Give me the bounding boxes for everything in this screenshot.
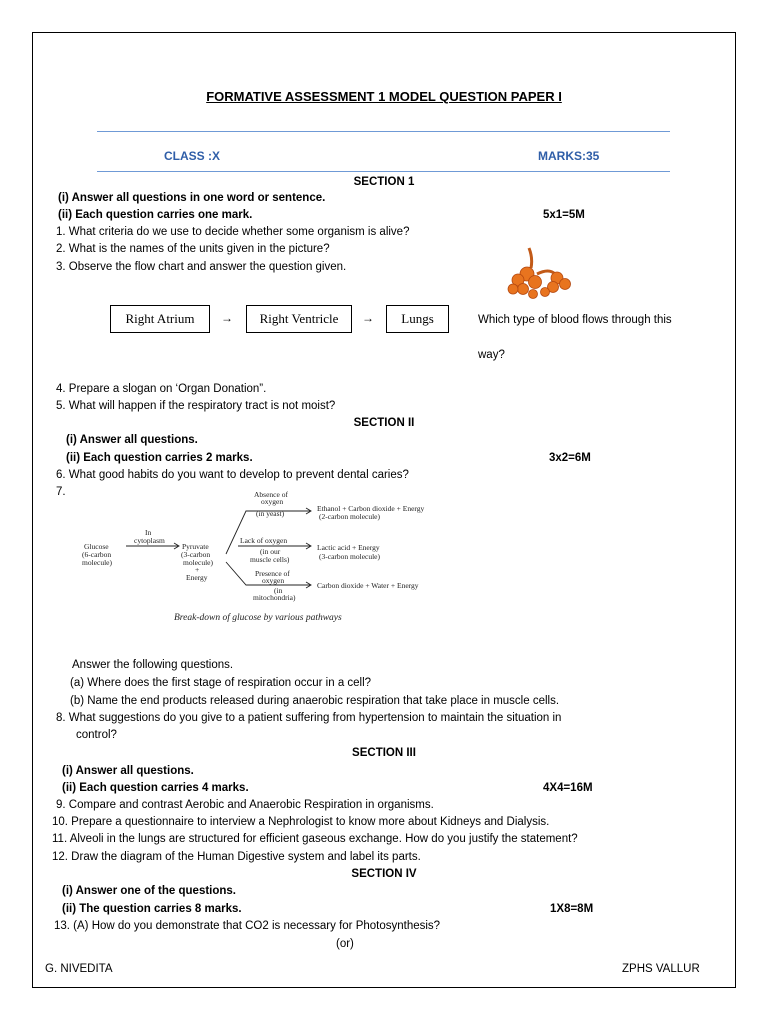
flow-arrow-2: → bbox=[362, 311, 374, 325]
diagram-cond2-1: Lack of oxygen bbox=[240, 536, 288, 545]
section2-heading: SECTION II bbox=[353, 417, 415, 429]
flow-arrow-1: → bbox=[221, 311, 233, 325]
question-13a: 13. (A) How do you demonstrate that CO2 is necessary for Photosynthesis? bbox=[54, 920, 441, 932]
question-3-side-text-1: Which type of blood flows through this bbox=[478, 314, 672, 326]
question-2: 2. What is the names of the units given in the picture? bbox=[56, 243, 330, 255]
diagram-glucose-3: molecule) bbox=[82, 558, 112, 567]
diagram-pyruvate-1: Pyruvate bbox=[182, 542, 209, 551]
class-label: CLASS :X bbox=[164, 149, 221, 163]
footer-school: ZPHS VALLUR bbox=[622, 963, 700, 975]
paper-title: FORMATIVE ASSESSMENT 1 MODEL QUESTION PAPER I bbox=[206, 89, 562, 104]
question-1: 1. What criteria do we use to decide whether some organism is alive? bbox=[56, 226, 410, 238]
diagram-cond3-1: Presence of bbox=[255, 569, 290, 578]
diagram-out3-1: Carbon dioxide + Water + Energy bbox=[317, 581, 419, 590]
diagram-cond3-3: (in bbox=[274, 586, 283, 595]
diagram-caption: Break-down of glucose by various pathways bbox=[174, 613, 342, 623]
question-8-line-1: 8. What suggestions do you give to a patient suffering from hypertension to maintain the situation in bbox=[56, 712, 562, 724]
diagram-pyruvate-4: + bbox=[195, 565, 200, 574]
diagram-cond3-4: mitochondria) bbox=[253, 593, 296, 602]
question-7b: (b) Name the end products released during anaerobic respiration that take place in muscle cells. bbox=[70, 695, 560, 707]
flow-box-right-ventricle: Right Ventricle bbox=[246, 305, 352, 333]
section1-instruction-2: (ii) Each question carries one mark. bbox=[58, 209, 253, 221]
section3-instruction-2: (ii) Each question carries 4 marks. bbox=[62, 782, 249, 794]
diagram-cond1-1: Absence of bbox=[254, 490, 288, 499]
footer-author: G. NIVEDITA bbox=[45, 963, 113, 975]
diagram-cond3-2: oxygen bbox=[262, 576, 285, 585]
question-11: 11. Alveoli in the lungs are structured for efficient gaseous exchange. How do you justify the statement? bbox=[52, 833, 578, 845]
section4-heading: SECTION IV bbox=[351, 868, 417, 880]
question-3: 3. Observe the flow chart and answer the question given. bbox=[56, 261, 347, 273]
section3-instruction-1: (i) Answer all questions. bbox=[62, 765, 194, 777]
diagram-pyruvate-2: (3-carbon bbox=[181, 550, 211, 559]
section2-marks: 3x2=6M bbox=[549, 452, 591, 464]
question-7a: (a) Where does the first stage of respiration occur in a cell? bbox=[70, 677, 372, 689]
diagram-cond2-3: muscle cells) bbox=[250, 555, 290, 564]
question-7-number: 7. bbox=[56, 486, 66, 498]
diagram-out1-1: Ethanol + Carbon dioxide + Energy bbox=[317, 504, 425, 513]
diagram-cond1-2: oxygen bbox=[261, 497, 284, 506]
diagram-glucose-1: Glucose bbox=[84, 542, 109, 551]
question-7-intro: Answer the following questions. bbox=[72, 659, 234, 671]
question-9: 9. Compare and contrast Aerobic and Anaerobic Respiration in organisms. bbox=[56, 799, 434, 811]
section2-instruction-2: (ii) Each question carries 2 marks. bbox=[66, 452, 253, 464]
diagram-pyruvate-5: Energy bbox=[186, 573, 208, 582]
question-12: 12. Draw the diagram of the Human Digestive system and label its parts. bbox=[52, 851, 421, 863]
section1-heading: SECTION 1 bbox=[353, 176, 415, 188]
header-rule-top bbox=[97, 131, 670, 132]
question-3-side-text-2: way? bbox=[478, 349, 505, 361]
section3-heading: SECTION III bbox=[352, 747, 416, 759]
section4-instruction-2: (ii) The question carries 8 marks. bbox=[62, 903, 242, 915]
question-8-line-2: control? bbox=[76, 729, 117, 741]
diagram-in-cytoplasm-1: In bbox=[145, 528, 152, 537]
diagram-cond1-3: (in yeast) bbox=[256, 509, 285, 518]
or-separator: (or) bbox=[336, 938, 354, 950]
section4-marks: 1X8=8M bbox=[550, 903, 594, 915]
diagram-pyruvate-3: molecule) bbox=[183, 558, 213, 567]
section1-instruction-1: (i) Answer all questions in one word or sentence. bbox=[58, 192, 326, 204]
header-rule-bottom bbox=[97, 171, 670, 172]
flow-box-right-atrium: Right Atrium bbox=[110, 305, 210, 333]
diagram-in-cytoplasm-2: cytoplasm bbox=[134, 536, 165, 545]
section2-instruction-1: (i) Answer all questions. bbox=[66, 434, 198, 446]
section4-instruction-1: (i) Answer one of the questions. bbox=[62, 885, 236, 897]
section3-marks: 4X4=16M bbox=[543, 782, 593, 794]
alveoli-image bbox=[505, 244, 575, 300]
question-6: 6. What good habits do you want to develop to prevent dental caries? bbox=[56, 469, 409, 481]
question-10: 10. Prepare a questionnaire to interview a Nephrologist to know more about Kidneys and Dialysis. bbox=[52, 816, 550, 828]
question-4: 4. Prepare a slogan on ‘Organ Donation”. bbox=[56, 383, 267, 395]
glucose-breakdown-diagram bbox=[78, 488, 488, 628]
diagram-out2-1: Lactic acid + Energy bbox=[317, 543, 380, 552]
diagram-out1-2: (2-carbon molecule) bbox=[319, 512, 381, 521]
flow-box-lungs: Lungs bbox=[386, 305, 449, 333]
section1-marks: 5x1=5M bbox=[543, 209, 585, 221]
diagram-glucose-2: (6-carbon bbox=[82, 550, 112, 559]
diagram-cond2-2: (in our bbox=[260, 547, 281, 556]
question-5: 5. What will happen if the respiratory tract is not moist? bbox=[56, 400, 336, 412]
marks-label: MARKS:35 bbox=[538, 149, 600, 163]
diagram-out2-2: (3-carbon molecule) bbox=[319, 552, 381, 561]
